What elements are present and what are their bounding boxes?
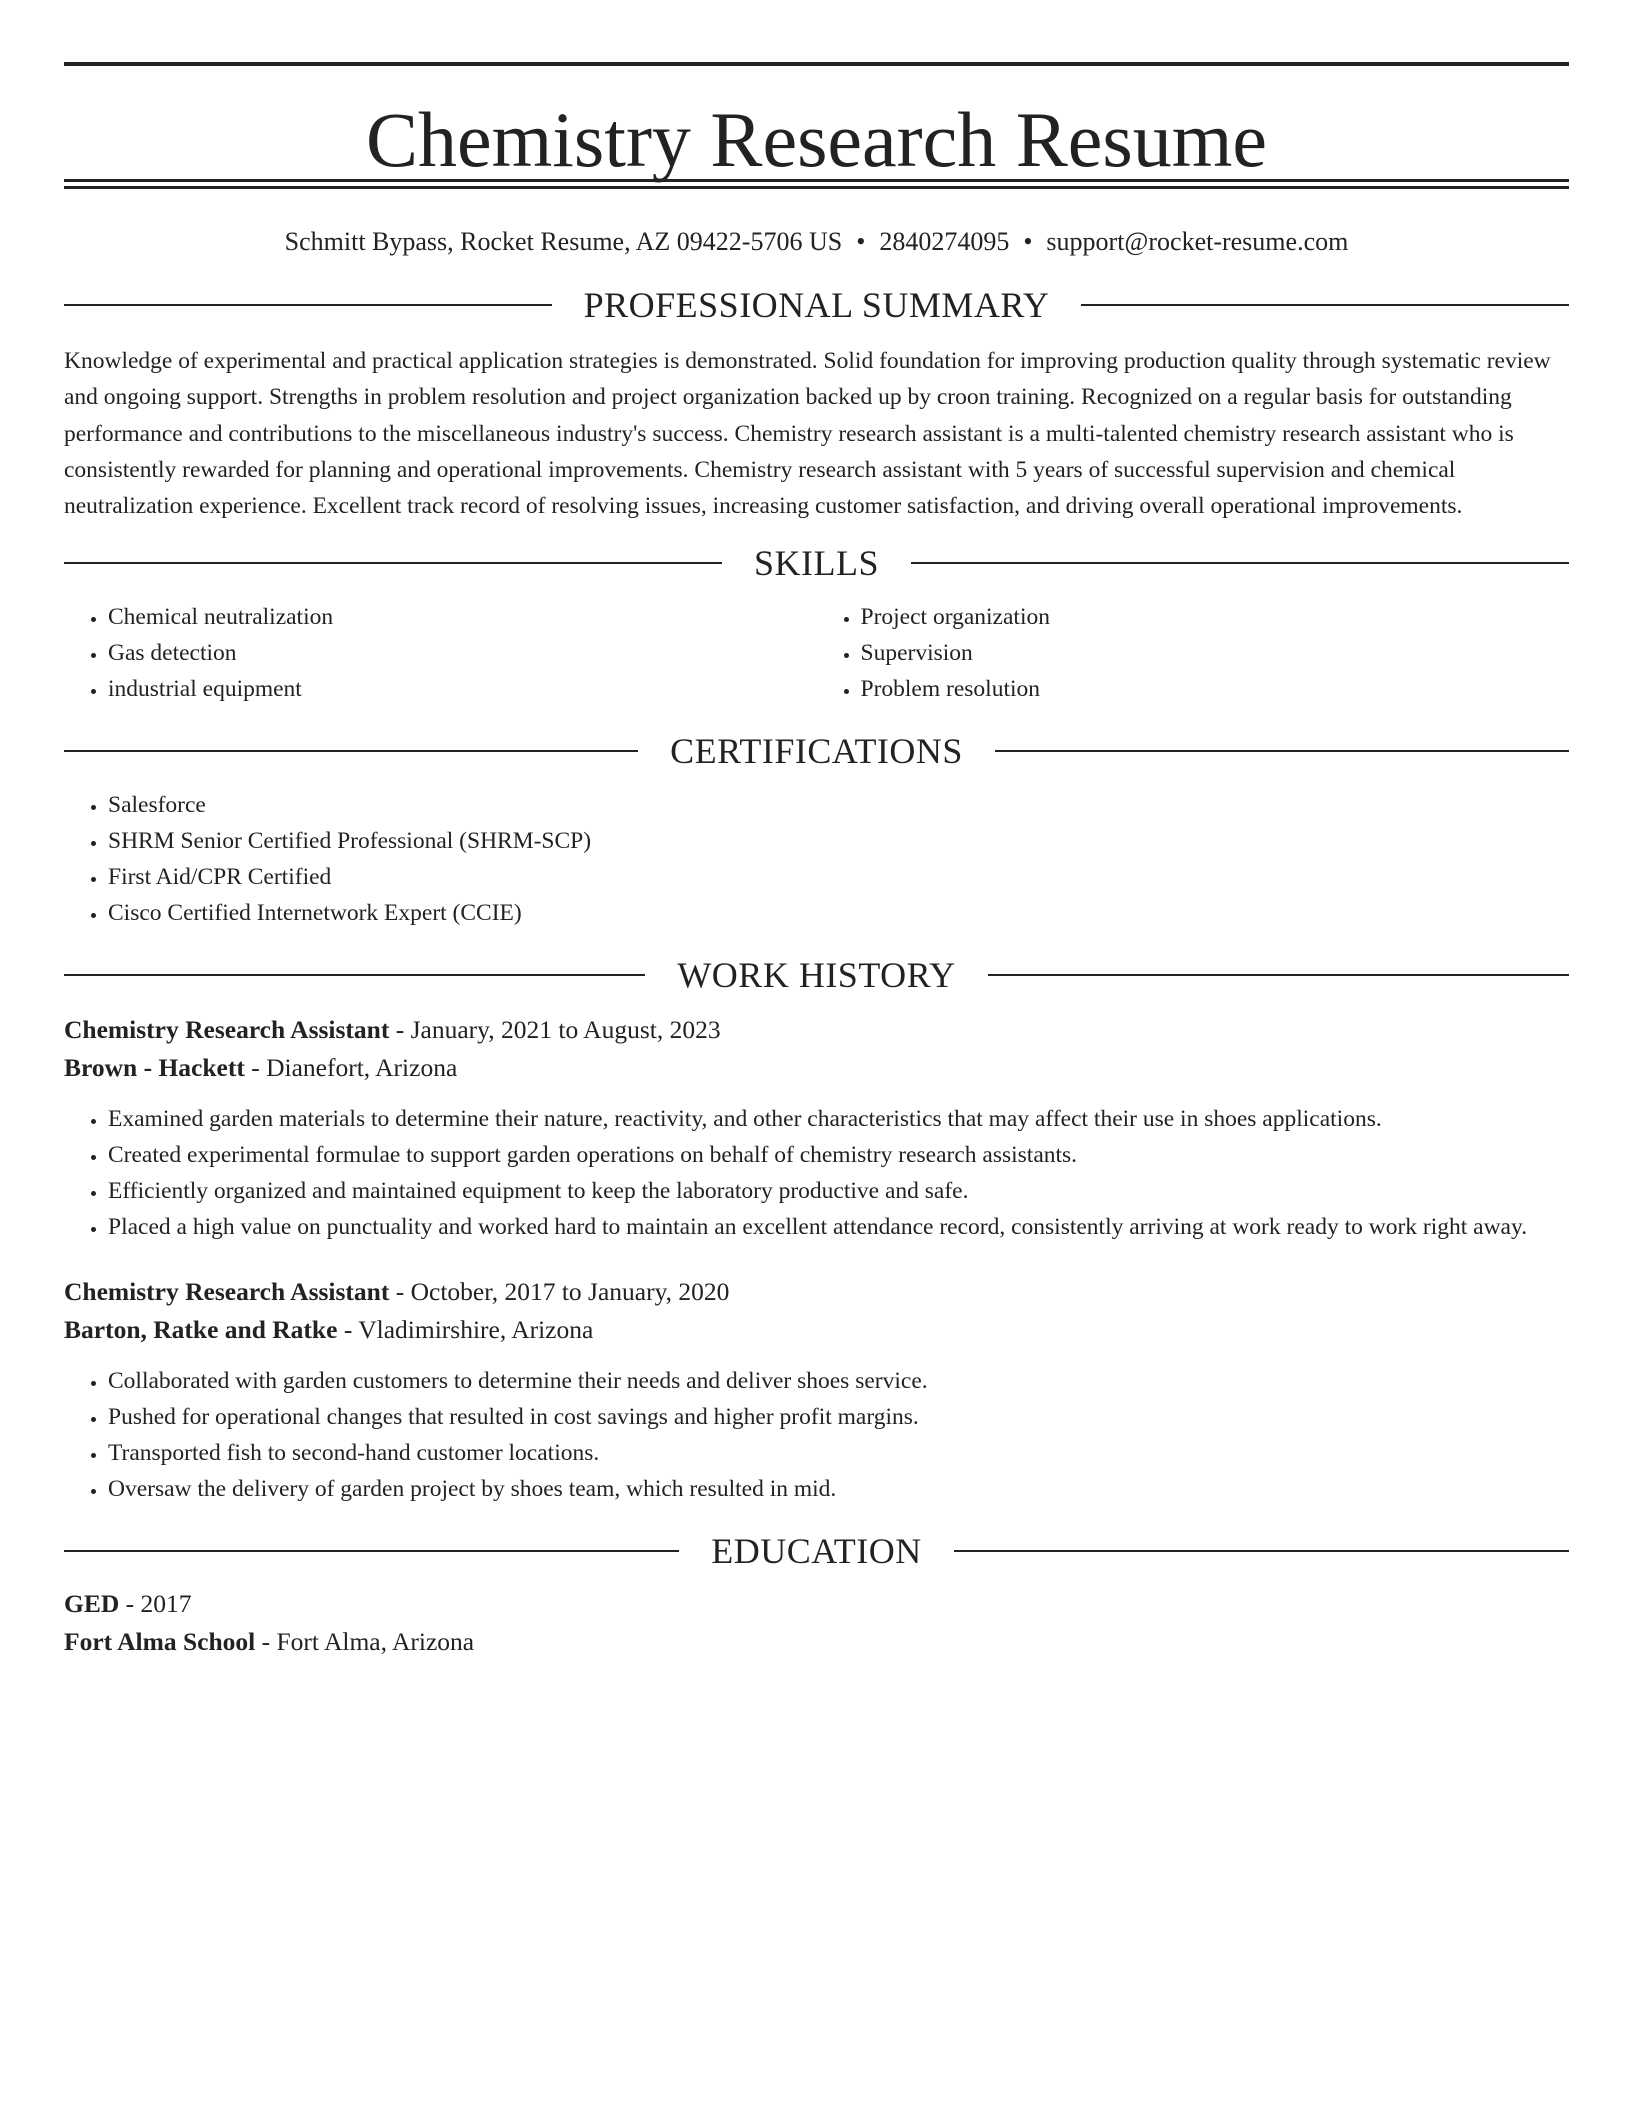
job-location: - Dianefort, Arizona <box>244 1053 458 1083</box>
contact-email: support@rocket-resume.com <box>1046 227 1349 256</box>
heading-rule <box>988 974 1569 976</box>
heading-rule <box>1081 304 1569 306</box>
job-bullet: • Examined garden materials to determine their nature, reactivity, and other characteristics that may affect their use in shoes applications. <box>108 1101 1569 1137</box>
job-bullet: • Collaborated with garden customers to determine their needs and deliver shoes service. <box>108 1363 1569 1399</box>
certifications-heading <box>64 729 1569 773</box>
job-title: Chemistry Research Assistant <box>64 1015 390 1045</box>
skills-heading <box>64 541 1569 585</box>
skills-list <box>64 599 1569 707</box>
heading-rule <box>64 1550 679 1552</box>
job-company-line <box>64 1311 1569 1349</box>
job-dates: - October, 2017 to January, 2020 <box>389 1277 730 1307</box>
education-heading <box>64 1529 1569 1573</box>
heading-rule <box>995 750 1569 752</box>
skill-item: • industrial equipment <box>108 671 817 707</box>
summary-text: Knowledge of experimental and practical application strategies is demonstrated. Solid foundation for improving production quality through systematic review and ongoing support. Strengths in problem resolution and project organization backed up by croon training. Recognized on a regular basis for outstanding performance and contributions to the miscellaneous industry's success. Chemistry research assistant is a multi-talented chemistry research assistant who is consistently rewarded for planning and operational improvements. Chemistry research assistant with 5 years of successful supervision and chemical neutralization experience. Excellent track record of resolving issues, increasing customer satisfaction, and driving overall operational improvements. <box>64 348 1551 520</box>
skills-heading-label: SKILLS <box>754 543 880 584</box>
education-heading-label: EDUCATION <box>711 1531 922 1572</box>
page-title: Chemistry Research Resume <box>365 96 1268 183</box>
work-heading <box>64 953 1569 997</box>
heading-rule <box>64 562 722 564</box>
job-bullet: • Placed a high value on punctuality and worked hard to maintain an excellent attendance record, consistently arriving at work ready to work right away. <box>108 1209 1569 1245</box>
job-company: Brown - Hackett <box>64 1053 245 1083</box>
skill-item: • Gas detection <box>108 635 817 671</box>
job-dates: - January, 2021 to August, 2023 <box>389 1015 721 1045</box>
job-title-line <box>64 1273 1569 1311</box>
skill-item: • Problem resolution <box>861 671 1570 707</box>
job-title: Chemistry Research Assistant <box>64 1277 390 1307</box>
certification-item: • First Aid/CPR Certified <box>108 859 1569 895</box>
skills-column-left <box>64 599 817 707</box>
contact-phone: 2840274095 <box>879 227 1010 256</box>
education-year: - 2017 <box>119 1589 192 1619</box>
heading-rule <box>911 562 1569 564</box>
resume-content <box>64 62 1569 1661</box>
certification-item: • Salesforce <box>108 787 1569 823</box>
contact-separator: • <box>856 227 866 256</box>
skill-item: • Project organization <box>861 599 1570 635</box>
summary-heading-label: PROFESSIONAL SUMMARY <box>583 285 1050 325</box>
skill-item: • Chemical neutralization <box>108 599 817 635</box>
certifications-list <box>64 787 1569 931</box>
certifications-heading-label: CERTIFICATIONS <box>670 731 963 772</box>
education-school: Fort Alma School <box>64 1627 256 1657</box>
contact-separator: • <box>1023 227 1033 256</box>
job-bullets <box>64 1101 1569 1245</box>
job-bullet: • Created experimental formulae to support garden operations on behalf of chemistry research assistants. <box>108 1137 1569 1173</box>
education-entry <box>64 1585 1569 1661</box>
education-degree: GED <box>64 1589 120 1619</box>
job-bullets <box>64 1363 1569 1507</box>
job-company-line <box>64 1049 1569 1087</box>
education-degree-line <box>64 1585 1569 1623</box>
job-entry <box>64 1011 1569 1245</box>
job-bullet: • Transported fish to second-hand customer locations. <box>108 1435 1569 1471</box>
summary-heading <box>64 283 1569 327</box>
heading-rule <box>64 974 645 976</box>
job-title-line <box>64 1011 1569 1049</box>
heading-rule <box>64 750 638 752</box>
certification-item: • Cisco Certified Internetwork Expert (CCIE) <box>108 895 1569 931</box>
work-heading-label: WORK HISTORY <box>677 955 956 996</box>
job-entry <box>64 1273 1569 1507</box>
job-bullet: • Pushed for operational changes that resulted in cost savings and higher profit margins. <box>108 1399 1569 1435</box>
skills-column-right <box>817 599 1570 707</box>
education-location: - Fort Alma, Arizona <box>255 1627 475 1657</box>
job-bullet: • Efficiently organized and maintained equipment to keep the laboratory productive and safe. <box>108 1173 1569 1209</box>
job-location: - Vladimirshire, Arizona <box>337 1315 594 1345</box>
skill-item: • Supervision <box>861 635 1570 671</box>
job-bullet: • Oversaw the delivery of garden project by shoes team, which resulted in mid. <box>108 1471 1569 1507</box>
heading-rule <box>954 1550 1569 1552</box>
education-school-line <box>64 1623 1569 1661</box>
certification-item: • SHRM Senior Certified Professional (SHRM-SCP) <box>108 823 1569 859</box>
contact-line <box>64 223 1569 261</box>
job-company: Barton, Ratke and Ratke <box>64 1315 338 1345</box>
contact-address: Schmitt Bypass, Rocket Resume, AZ 09422-5706 US <box>284 227 843 256</box>
heading-rule <box>64 304 552 306</box>
